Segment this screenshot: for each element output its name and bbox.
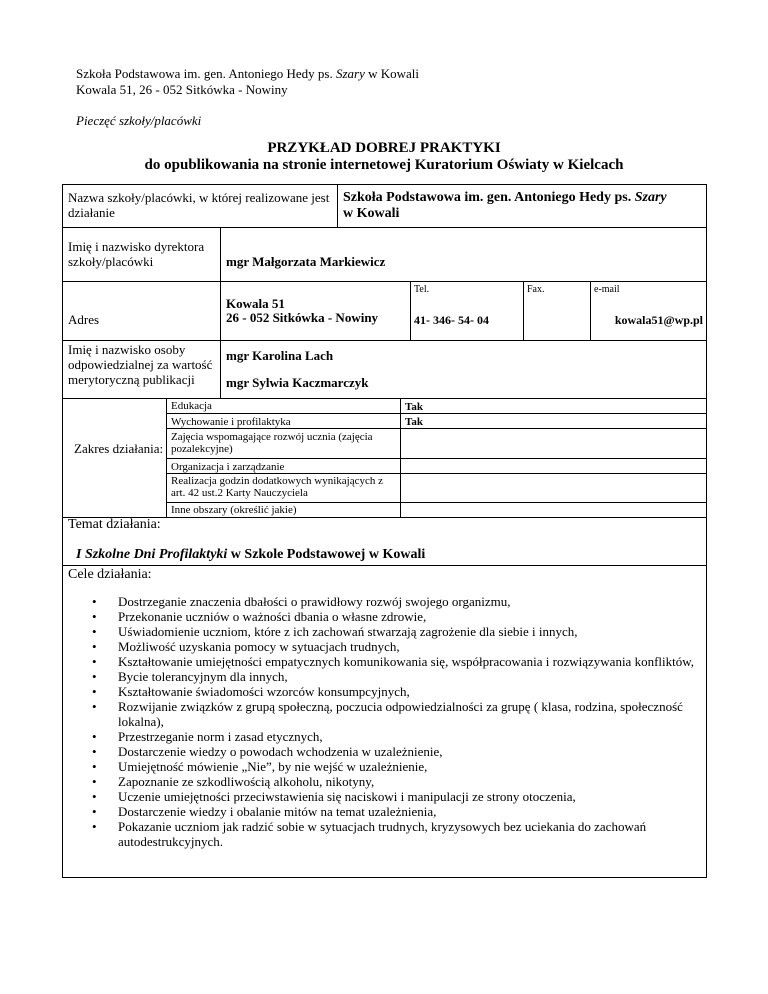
tel-label: Tel. bbox=[414, 284, 430, 295]
scope-label: Zakres działania: bbox=[74, 441, 164, 456]
address-value-line1: Kowala 51 bbox=[226, 296, 285, 311]
scope-value: Tak bbox=[405, 416, 423, 428]
list-item: • Dostrzeganie znaczenia dbałości o prawidłowy rozwój swojego organizmu, bbox=[92, 594, 712, 609]
topic-value: I Szkolne Dni Profilaktyki w Szkole Podstawowej w Kowali bbox=[76, 547, 426, 562]
scope-value: Tak bbox=[405, 401, 423, 413]
tel-value: 41- 346- 54- 04 bbox=[414, 313, 489, 327]
scope-area: Inne obszary (określić jakie) bbox=[171, 504, 297, 516]
list-item: • Dostarczenie wiedzy o powodach wchodzenia w uzależnienie, bbox=[92, 744, 712, 759]
scope-area: Wychowanie i profilaktyka bbox=[171, 416, 291, 428]
scope-area: Organizacja i zarządzanie bbox=[171, 461, 285, 473]
school-address-line: Kowala 51, 26 - 052 Sitkówka - Nowiny bbox=[76, 82, 288, 97]
page-subtitle: do opublikowania na stronie internetowej Kuratorium Oświaty w Kielcach bbox=[144, 157, 624, 173]
director-label: Imię i nazwisko dyrektora szkoły/placówki bbox=[68, 239, 205, 269]
responsible-label: Imię i nazwisko osoby odpowiedzialnej za wartość merytoryczną publikacji bbox=[68, 342, 213, 387]
list-item: • Zapoznanie ze szkodliwością alkoholu, nikotyny, bbox=[92, 774, 712, 789]
email-label: e-mail bbox=[594, 284, 620, 295]
school-header-line: Szkoła Podstawowa im. gen. Antoniego Hedy ps. Szary w Kowali bbox=[76, 66, 420, 81]
list-item: • Przekonanie uczniów o ważności dbania o własne zdrowie, bbox=[92, 609, 712, 624]
topic-label: Temat działania: bbox=[68, 517, 161, 532]
list-item: • Bycie tolerancyjnym dla innych, bbox=[92, 669, 712, 684]
list-item: • Kształtowanie świadomości wzorców konsumpcyjnych, bbox=[92, 684, 712, 699]
list-item: • Dostarczenie wiedzy i obalanie mitów na temat uzależnienia, bbox=[92, 804, 712, 819]
list-item: • Umiejętność mówienie „Nie”, by nie wejść w uzależnienie, bbox=[92, 759, 712, 774]
responsible-person-1: mgr Karolina Lach bbox=[226, 348, 334, 363]
goals-list bbox=[92, 594, 712, 849]
address-label: Adres bbox=[68, 312, 100, 327]
page-title: PRZYKŁAD DOBREJ PRAKTYKI bbox=[267, 140, 501, 156]
scope-area: Zajęcia wspomagające rozwój ucznia (zajęcia pozalekcyjne) bbox=[171, 431, 373, 455]
list-item: • Uświadomienie uczniom, które z ich zachowań stwarzają zagrożenie dla siebie i innych, bbox=[92, 624, 712, 639]
stamp-label: Pieczęć szkoły/placówki bbox=[76, 113, 202, 128]
scope-area: Edukacja bbox=[171, 400, 212, 412]
scope-area: Realizacja godzin dodatkowych wynikających z art. 42 ust.2 Karty Nauczyciela bbox=[171, 475, 383, 499]
fax-label: Fax. bbox=[527, 284, 545, 295]
list-item: • Możliwość uzyskania pomocy w sytuacjach trudnych, bbox=[92, 639, 712, 654]
school-name-label: Nazwa szkoły/placówki, w której realizowane jest działanie bbox=[68, 190, 330, 220]
address-value-line2: 26 - 052 Sitkówka - Nowiny bbox=[226, 310, 379, 325]
list-item: • Przestrzeganie norm i zasad etycznych, bbox=[92, 729, 712, 744]
list-item: • Uczenie umiejętności przeciwstawienia się naciskowi i manipulacji ze strony otoczenia, bbox=[92, 789, 712, 804]
goals-label: Cele działania: bbox=[68, 567, 152, 582]
school-name-value: Szkoła Podstawowa im. gen. Antoniego Hedy ps. Szary w Kowali bbox=[343, 190, 667, 221]
email-value: kowala51@wp.pl bbox=[614, 313, 703, 327]
list-item: • Rozwijanie związków z grupą społeczną, poczucia odpowiedzialności za grupę ( klasa, rodzina, społeczność lokalna), bbox=[92, 699, 712, 729]
list-item: • Kształtowanie umiejętności empatycznych komunikowania się, współpracowania i rozwiązywania konfliktów, bbox=[92, 654, 712, 669]
responsible-person-2: mgr Sylwia Kaczmarczyk bbox=[226, 375, 369, 390]
director-value: mgr Małgorzata Markiewicz bbox=[226, 254, 386, 269]
list-item: • Pokazanie uczniom jak radzić sobie w sytuacjach trudnych, kryzysowych bez uciekania do zachowań autodestrukcyjnych. bbox=[92, 819, 712, 849]
